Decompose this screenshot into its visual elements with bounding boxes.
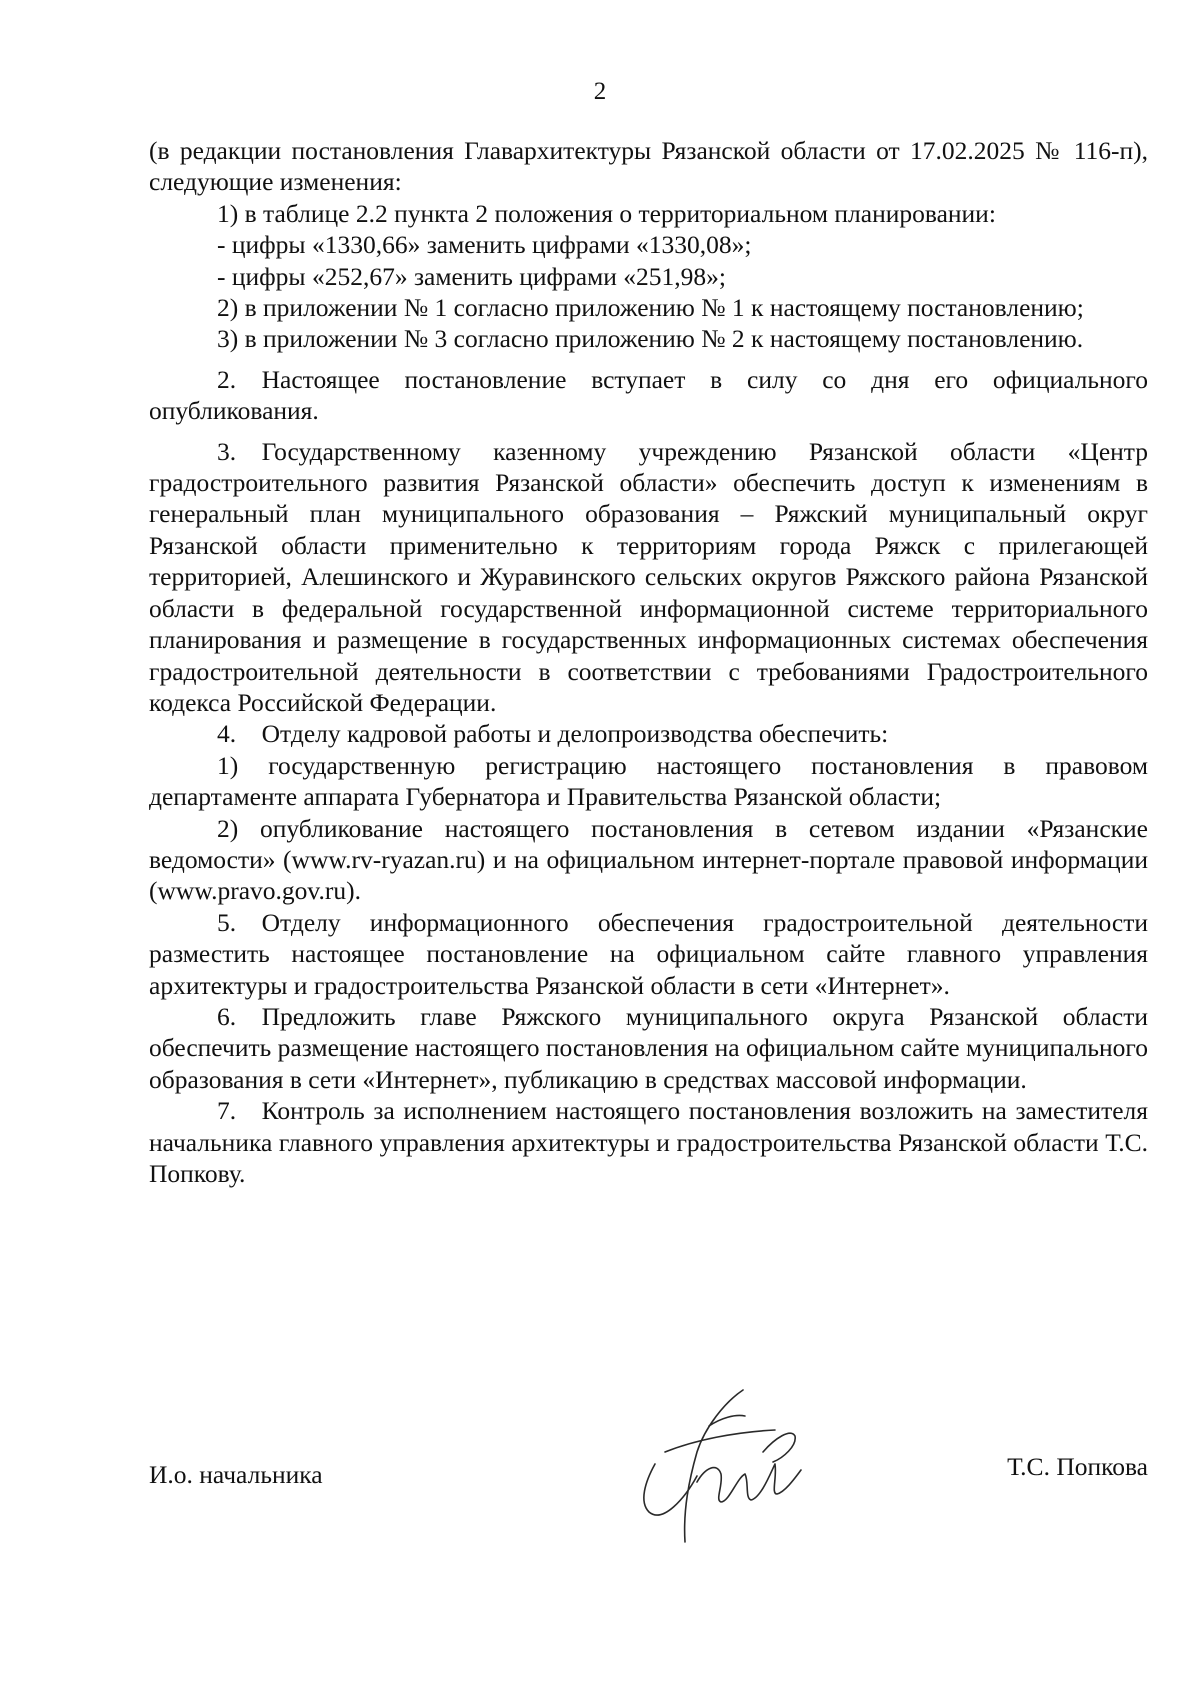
paragraph-item-1-1: 1) в таблице 2.2 пункта 2 положения о территориальном планировании: bbox=[217, 198, 996, 228]
paragraph-clause-5: 5. Отделу информационного обеспечения градостроительной деятельности разместить настоящее постановление на официальном сайте главного управления архитектуры и градостроительства Рязанской области в сети «Интернет». bbox=[149, 907, 1148, 1000]
paragraph-clause-2: 2. Настоящее постановление вступает в силу со дня его официального опубликования. bbox=[149, 364, 1148, 426]
signature-block bbox=[149, 1442, 1148, 1562]
page-number: 2 bbox=[593, 78, 607, 105]
paragraph-digits-2: - цифры «252,67» заменить цифрами «251,98»; bbox=[217, 261, 726, 291]
signatory-name: Т.С. Попкова bbox=[1007, 1452, 1148, 1481]
paragraph-intro: (в редакции постановления Главархитектуры Рязанской области от 17.02.2025 № 116-п), следующие изменения: bbox=[149, 136, 1148, 197]
document-body bbox=[149, 135, 1148, 1189]
handwritten-signature bbox=[625, 1382, 815, 1552]
paragraph-item-1-2: 2) в приложении № 1 согласно приложению № 1 к настоящему постановлению; bbox=[217, 293, 1084, 323]
signatory-title: И.о. начальника bbox=[149, 1460, 323, 1489]
paragraph-clause-4: 4. Отделу кадровой работы и делопроизводства обеспечить: bbox=[217, 719, 889, 749]
paragraph-clause-7: 7. Контроль за исполнением настоящего постановления возложить на заместителя начальника главного управления архитектуры и градостроительства Рязанской области Т.С. Попкову. bbox=[149, 1096, 1148, 1188]
paragraph-clause-6: 6. Предложить главе Ряжского муниципального округа Рязанской области обеспечить размещение настоящего постановления на официальном сайте муниципального образования в сети «Интернет», публикацию в средствах массовой информации. bbox=[149, 1001, 1148, 1094]
paragraph-clause-3: 3. Государственному казенному учреждению Рязанской области «Центр градостроительного развития Рязанской области» обеспечить доступ к изменениям в генеральный план муниципального образования – Ряжский муниципальный округ Рязанской области применительно к территориям города Ряжск с прилегающей территорией, Алешинского и Журавинского сельских округов Ряжского района Рязанской области в федеральной государственной информационной системе территориального планирования и размещение в государственных информационных системах обеспечения градостроительной деятельности в соответствии с требованиями Градостроительного кодекса Российской Федерации. bbox=[149, 436, 1148, 717]
paragraph-digits-1: - цифры «1330,66» заменить цифрами «1330,08»; bbox=[217, 230, 752, 260]
paragraph-item-4-1: 1) государственную регистрацию настоящего постановления в правовом департаменте аппарата Губернатора и Правительства Рязанской области; bbox=[149, 750, 1148, 812]
paragraph-item-1-3: 3) в приложении № 3 согласно приложению № 2 к настоящему постановлению. bbox=[217, 324, 1084, 354]
paragraph-item-4-2: 2) опубликование настоящего постановления в сетевом издании «Рязанские ведомости» (www.rv-ryazan.ru) и на официальном интернет-портале правовой информации (www.pravo.gov.ru). bbox=[149, 813, 1148, 906]
